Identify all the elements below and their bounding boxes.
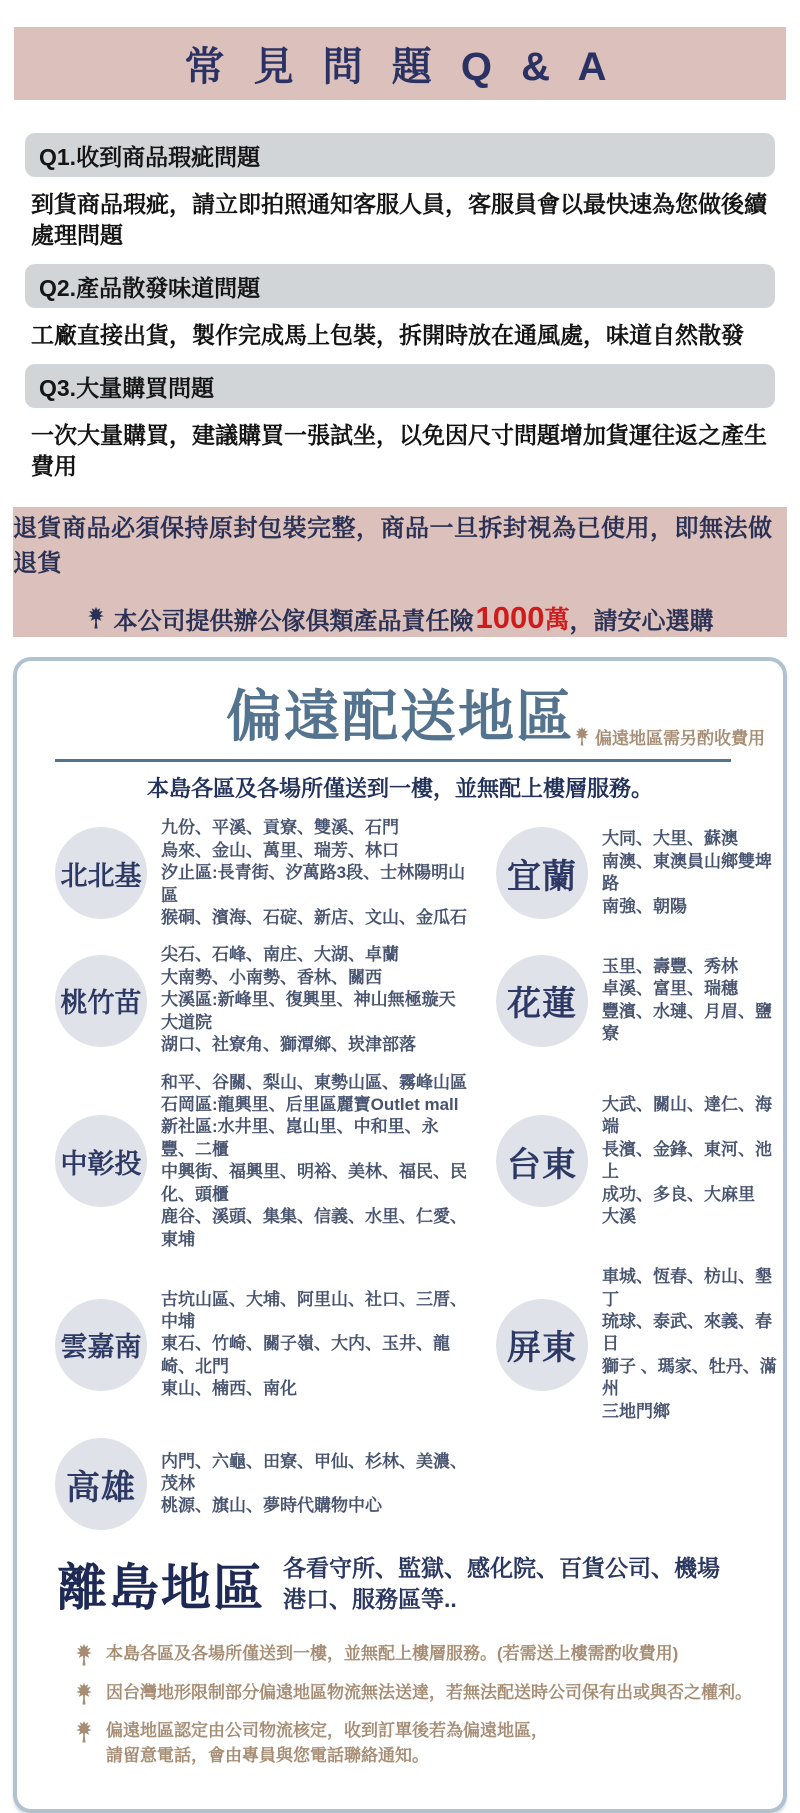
faq-question-bar xyxy=(25,133,775,177)
region-name-badge: 中彰投 xyxy=(55,1115,147,1207)
insurance-suffix: ，請安心選購 xyxy=(569,607,714,635)
region-block xyxy=(472,944,783,1056)
region-name-badge: 雲嘉南 xyxy=(55,1299,147,1391)
region-area-line: 大溪 xyxy=(602,1207,636,1227)
note-line: 偏遠地區認定由公司物流核定，收到訂單後若為偏遠地區， xyxy=(106,1721,548,1741)
faq-question: Q1.收到商品瑕疵問題 xyxy=(39,143,261,170)
faq-answer: 到貨商品瑕疵，請立即拍照通知客服人員，客服員會以最快速為您做後續處理問題 xyxy=(31,191,767,249)
faq-question: Q2.產品散發味道問題 xyxy=(39,274,261,301)
leaf-icon xyxy=(75,1683,93,1705)
region-area-line: 成功、多良、大麻里 xyxy=(602,1184,755,1204)
faq-page xyxy=(0,27,800,1766)
region-name-badge: 宜蘭 xyxy=(496,827,588,919)
insurance-line xyxy=(87,600,714,636)
region-area-list xyxy=(602,1094,777,1229)
regions-grid xyxy=(17,817,783,1530)
region-name-badge: 高雄 xyxy=(55,1438,147,1530)
return-policy-line: 退貨商品必須保持原封包裝完整，商品一旦拆封視為已使用，即無法做退貨 xyxy=(13,515,773,578)
region-area-line: 琉球、泰武、來義、春日 xyxy=(602,1311,772,1354)
note-line: 請留意電話，會由專員與您電話聯絡通知。 xyxy=(106,1746,429,1766)
region-block xyxy=(17,817,472,929)
title-divider xyxy=(55,759,731,762)
region-area-line: 南強、朝陽 xyxy=(602,896,687,916)
note-text xyxy=(106,1642,678,1667)
region-area-line: 九份、平溪、貢寮、雙溪、石門 xyxy=(161,818,399,838)
note-text xyxy=(106,1719,548,1768)
region-area-line: 大溪區:新峰里、復興里、神山無極璇天大道院 xyxy=(161,990,456,1032)
region-block xyxy=(17,944,472,1056)
region-area-line: 猴硐、濱海、石碇、新店、文山、金瓜石 xyxy=(161,907,467,927)
region-name-badge: 桃竹苗 xyxy=(55,955,147,1047)
region-area-list xyxy=(161,1451,472,1518)
remote-areas-box xyxy=(13,657,787,1813)
note-item xyxy=(75,1681,753,1706)
region-area-line: 南澳、東澳員山鄉雙埤路 xyxy=(602,851,772,894)
region-area-list xyxy=(161,817,472,929)
notes-section xyxy=(75,1642,753,1769)
faq-section xyxy=(25,133,775,482)
region-block xyxy=(472,1266,783,1423)
region-area-line: 三地門鄉 xyxy=(602,1401,670,1421)
insurance-amount-number: 1000 xyxy=(475,600,545,636)
note-item xyxy=(75,1719,753,1768)
faq-question: Q3.大量購買問題 xyxy=(39,374,215,401)
outlying-islands-desc xyxy=(283,1553,720,1615)
insurance-prefix: 本公司提供辦公傢俱類產品責任險 xyxy=(113,607,474,635)
region-area-list xyxy=(602,1266,777,1423)
note-text xyxy=(106,1681,752,1706)
outlying-islands-line: 港口、服務區等.. xyxy=(283,1586,457,1613)
region-block xyxy=(17,1438,472,1530)
note-item xyxy=(75,1642,753,1667)
region-area-line: 東石、竹崎、關子嶺、大内、玉井、龍崎、北門 xyxy=(161,1334,450,1376)
region-name-badge: 花蓮 xyxy=(496,955,588,1047)
return-policy-banner xyxy=(13,507,787,637)
leaf-icon xyxy=(75,1644,93,1666)
outlying-islands-title: 離島地區 xyxy=(57,1560,265,1617)
region-area-line: 獅子 、瑪家、牡丹、滿州 xyxy=(602,1356,777,1399)
leaf-icon xyxy=(574,727,590,746)
leaf-icon xyxy=(87,607,105,629)
remote-subtitle: 本島各區及各場所僅送到一樓，並無配上樓層服務。 xyxy=(146,776,653,802)
region-area-line: 内門、六龜、田寮、甲仙、杉林、美濃、茂林 xyxy=(161,1451,467,1493)
region-area-list xyxy=(602,956,777,1046)
region-area-line: 車城、恆春、枋山、墾丁 xyxy=(602,1267,772,1309)
page-title: 常 見 問 題 Q & A xyxy=(184,45,616,89)
faq-answer: 工廠直接出貨，製作完成馬上包裝，拆開時放在通風處，味道自然散發 xyxy=(31,322,744,349)
region-area-line: 豐濱、水璉、月眉、鹽寮 xyxy=(602,1001,772,1043)
region-area-list xyxy=(602,828,777,918)
region-area-line: 中興街、福興里、明裕、美林、福民、民化、頭櫃 xyxy=(161,1162,467,1204)
region-block xyxy=(17,1072,472,1252)
region-area-line: 和平、谷關、梨山、東勢山區、霧峰山區 xyxy=(161,1072,467,1092)
region-name-badge: 台東 xyxy=(496,1115,588,1207)
region-area-line: 古坑山區、大埔、阿里山、社口、三厝、中埔 xyxy=(161,1289,467,1331)
region-area-line: 尖石、石峰、南庄、大湖、卓蘭 xyxy=(161,945,399,965)
qa-header-banner xyxy=(14,27,786,100)
region-area-line: 大同、大里、蘇澳 xyxy=(602,829,738,849)
region-area-line: 長濱、金鋒、東河、池上 xyxy=(602,1139,772,1182)
region-area-line: 湖口、社寮角、獅潭鄉、崁津部落 xyxy=(161,1035,416,1055)
leaf-icon xyxy=(75,1721,93,1743)
region-area-line: 東山、楠西、南化 xyxy=(161,1379,297,1399)
region-area-list xyxy=(161,1072,472,1252)
region-area-line: 鹿谷、溪頭、集集、信義、水里、仁愛、東埔 xyxy=(161,1207,467,1249)
faq-answer: 一次大量購買，建議購買一張試坐，以免因尺寸問題增加貨運往返之產生費用 xyxy=(31,422,767,480)
region-area-line: 卓溪、富里、瑞穗 xyxy=(602,979,738,999)
faq-question-bar xyxy=(25,264,775,308)
region-block xyxy=(472,1072,783,1252)
region-area-line: 烏來、金山、萬里、瑞芳、林口 xyxy=(161,840,399,860)
region-area-line: 新社區:水井里、崑山里、中和里、永豐、二櫃 xyxy=(161,1117,439,1159)
region-area-list xyxy=(161,944,472,1056)
region-block xyxy=(17,1266,472,1423)
region-empty xyxy=(472,1438,783,1530)
region-area-line: 石岡區:龍興里、后里區麗寶Outlet mall xyxy=(161,1095,459,1115)
note-line: 因台灣地形限制部分偏遠地區物流無法送達，若無法配送時公司保有出或與否之權利。 xyxy=(106,1682,752,1702)
remote-title-row xyxy=(17,669,783,753)
faq-question-bar xyxy=(25,364,775,408)
region-name-badge: 北北基 xyxy=(55,827,147,919)
outlying-islands-row xyxy=(57,1548,759,1620)
region-area-line: 桃源、旗山、夢時代購物中心 xyxy=(161,1496,382,1516)
insurance-amount-unit: 萬 xyxy=(544,606,570,635)
remote-fee-note xyxy=(574,724,765,749)
region-area-line: 玉里、壽豐、秀林 xyxy=(602,956,738,976)
remote-fee-note-text: 偏遠地區需另酌收費用 xyxy=(595,729,765,749)
region-area-line: 大南勢、小南勢、香林、關西 xyxy=(161,967,382,987)
region-area-list xyxy=(161,1289,472,1401)
remote-areas-title: 偏遠配送地區 xyxy=(226,685,574,749)
outlying-islands-line: 各看守所、監獄、感化院、百貨公司、機場 xyxy=(283,1555,720,1582)
region-block xyxy=(472,817,783,929)
region-area-line: 汐止區:長青街、汐萬路3段、士林陽明山區 xyxy=(161,863,466,905)
note-line: 本島各區及各場所僅送到一樓，並無配上樓層服務。(若需送上樓需酌收費用) xyxy=(106,1644,679,1664)
region-name-badge: 屏東 xyxy=(496,1299,588,1391)
region-area-line: 大武、關山、達仁、海端 xyxy=(602,1095,772,1137)
